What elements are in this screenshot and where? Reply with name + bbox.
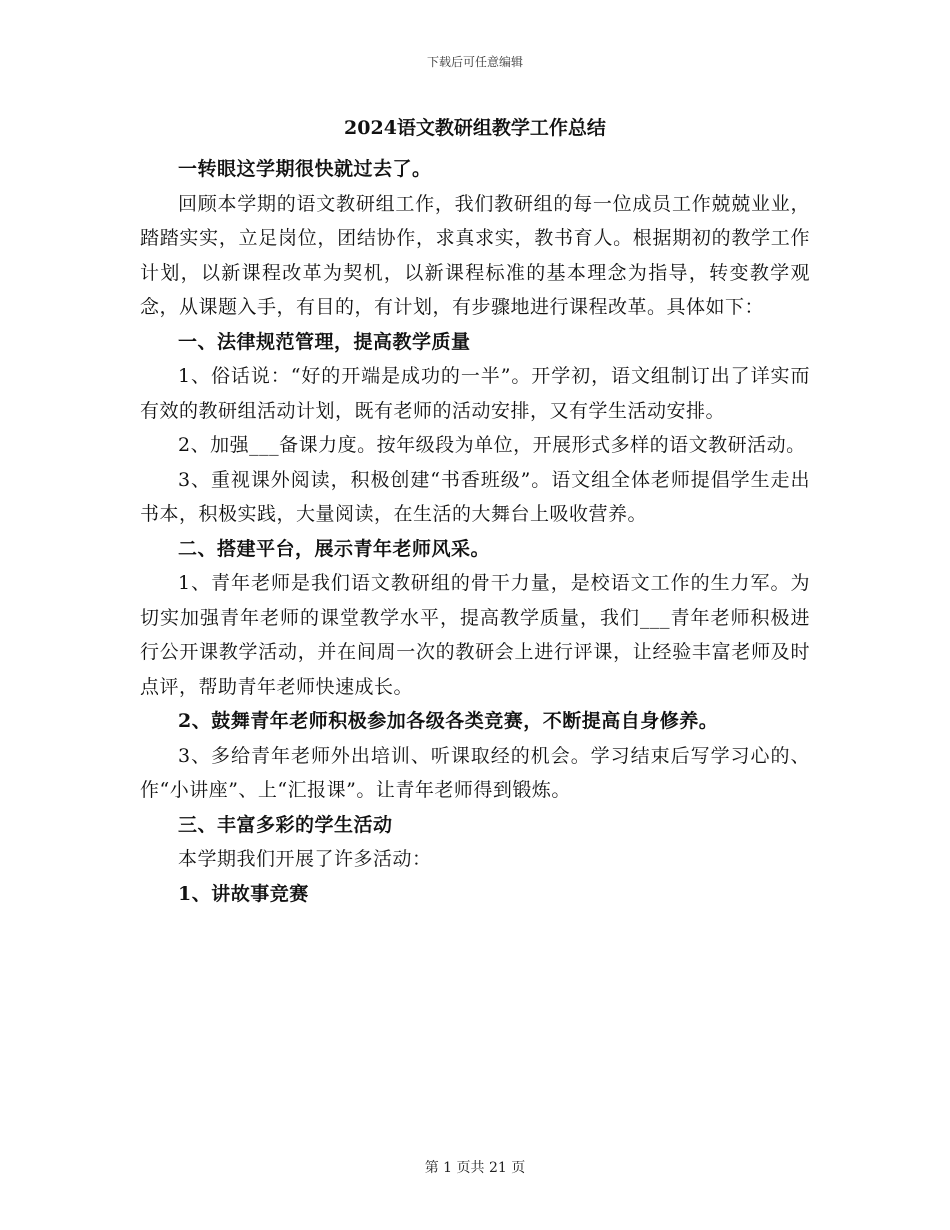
paragraph: 本学期我们开展了许多活动： (178, 848, 432, 870)
paragraph: 2、鼓舞青年老师积极参加各级各类竞赛，不断提高自身修养。 (178, 710, 719, 732)
section-heading: 二、搭建平台，展示青年老师风采。 (178, 537, 491, 560)
document-body (140, 112, 810, 911)
paragraph: 1、青年老师是我们语文教研组的骨干力量，是校语文工作的生力军。为切实加强青年老师的课堂教学水平，提高教学质量，我们___青年老师积极进行公开课教学活动，并在间周一次的教研会上进行评课，让经验丰富老师及时点评，帮助青年老师快速成长。 (140, 572, 810, 698)
paragraph: 2、加强___备课力度。按年级段为单位，开展形式多样的语文教研活动。 (178, 434, 806, 456)
page-header: 下载后可任意编辑 (426, 55, 523, 69)
document-title: 2024语文教研组教学工作总结 (344, 117, 606, 139)
section-heading: 一、法律规范管理，提高教学质量 (178, 330, 471, 353)
paragraph: 1、俗话说：“好的开端是成功的一半”。开学初，语文组制订出了详实而有效的教研组活动计划，既有老师的活动安排，又有学生活动安排。 (140, 365, 810, 422)
sub-heading: 1、讲故事竞赛 (178, 882, 309, 905)
paragraph: 3、多给青年老师外出培训、听课取经的机会。学习结束后写学习心的、作“小讲座”、上“汇报课”。让青年老师得到锻炼。 (140, 744, 810, 801)
paragraph: 回顾本学期的语文教研组工作，我们教研组的每一位成员工作兢兢业业，踏踏实实，立足岗位，团结协作，求真求实，教书育人。根据期初的教学工作计划，以新课程改革为契机，以新课程标准的基本理念为指导，转变教学观念，从课题入手，有目的，有计划，有步骤地进行课程改革。具体如下： (140, 192, 810, 318)
paragraph: 一转眼这学期很快就过去了。 (178, 158, 432, 180)
paragraph: 3、重视课外阅读，积极创建“书香班级”。语文组全体老师提倡学生走出书本，积极实践，大量阅读，在生活的大舞台上吸收营养。 (140, 468, 810, 525)
page-footer: 第 1 页共 21 页 (424, 1160, 526, 1176)
section-heading: 三、丰富多彩的学生活动 (178, 813, 393, 836)
